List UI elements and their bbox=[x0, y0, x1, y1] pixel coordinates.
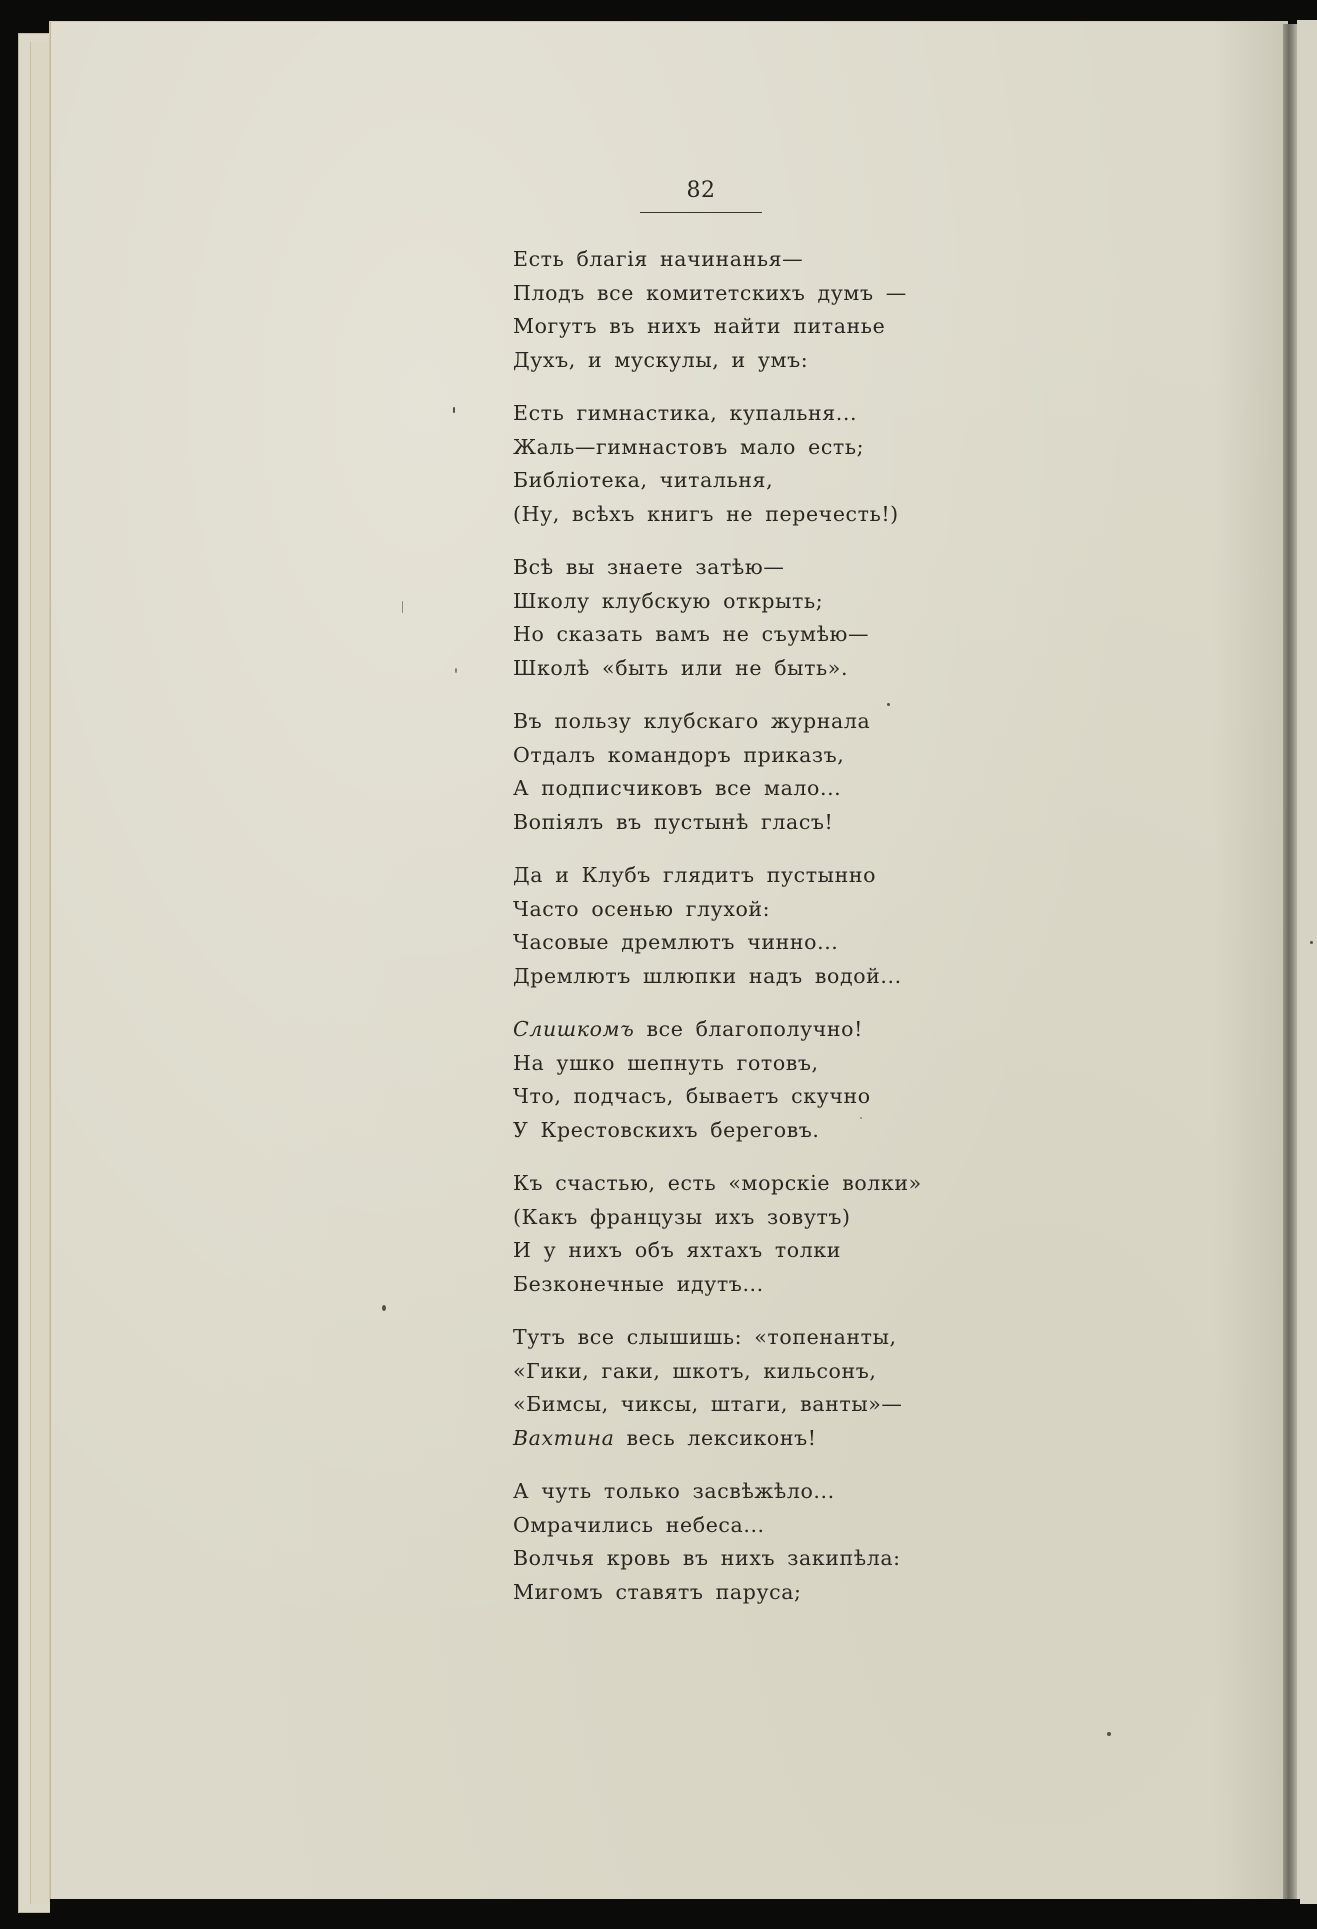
poem-text: Есть благія начинанья— bbox=[513, 247, 804, 271]
poem-line bbox=[513, 1355, 1073, 1389]
poem-line bbox=[513, 397, 1073, 431]
poem-emphasis: Слишкомъ bbox=[513, 1017, 635, 1041]
poem-line bbox=[513, 1201, 1073, 1235]
poem-text: Что, подчасъ, бываетъ скучно bbox=[513, 1084, 871, 1108]
poem-text: Въ пользу клубскаго журнала bbox=[513, 709, 871, 733]
poem-text: Къ счастью, есть «морскіе волки» bbox=[513, 1171, 922, 1195]
poem-line bbox=[513, 772, 1073, 806]
poem-line bbox=[513, 859, 1073, 893]
poem-line bbox=[513, 618, 1073, 652]
paper-speck bbox=[1310, 941, 1313, 944]
poem-body bbox=[513, 243, 1073, 1629]
poem-text: все благополучно! bbox=[634, 1017, 863, 1041]
poem-text: (Ну, всѣхъ книгъ не перечесть!) bbox=[513, 501, 899, 526]
poem-line bbox=[513, 498, 1073, 532]
poem-stanza bbox=[513, 551, 1073, 685]
poem-text: Жаль—гимнастовъ мало есть; bbox=[513, 434, 865, 459]
poem-text: «Гики, гаки, шкотъ, кильсонъ, bbox=[513, 1358, 877, 1383]
poem-text: Но сказать вамъ не съумѣю— bbox=[513, 622, 870, 646]
poem-stanza bbox=[513, 859, 1073, 993]
poem-line bbox=[513, 585, 1073, 619]
poem-text: У Крестовскихъ береговъ. bbox=[513, 1117, 820, 1142]
poem-emphasis: Вахтина bbox=[513, 1425, 615, 1450]
poem-text: «Бимсы, чиксы, штаги, ванты»— bbox=[513, 1392, 903, 1416]
poem-line bbox=[513, 893, 1073, 927]
poem-text: (Какъ французы ихъ зовутъ) bbox=[513, 1204, 851, 1229]
poem-text: А чуть только засвѣжѣло... bbox=[513, 1479, 835, 1503]
poem-line bbox=[513, 739, 1073, 773]
page-number-rule bbox=[640, 212, 762, 213]
poem-text: Есть гимнастика, купальня... bbox=[513, 401, 858, 425]
poem-text: Школу клубскую открыть; bbox=[513, 588, 824, 613]
poem-text: Волчья кровь въ нихъ закипѣла: bbox=[513, 1546, 901, 1570]
poem-line bbox=[513, 1268, 1073, 1302]
poem-text: А подписчиковъ все мало... bbox=[513, 776, 842, 800]
poem-line bbox=[513, 277, 1073, 311]
poem-line bbox=[513, 1388, 1073, 1422]
poem-text: Могутъ въ нихъ найти питанье bbox=[513, 314, 886, 338]
poem-text: Мигомъ ставятъ паруса; bbox=[513, 1579, 802, 1604]
paper-speck bbox=[860, 1117, 862, 1119]
poem-text: Часто осенью глухой: bbox=[513, 896, 771, 921]
poem-stanza bbox=[513, 1013, 1073, 1147]
poem-stanza bbox=[513, 243, 1073, 377]
paper-speck bbox=[382, 1305, 386, 1311]
paper-speck bbox=[453, 407, 455, 413]
poem-line bbox=[513, 464, 1073, 498]
poem-line bbox=[513, 551, 1073, 585]
bottom-background bbox=[50, 1899, 1300, 1929]
poem-text: Всѣ вы знаете затѣю— bbox=[513, 555, 785, 579]
poem-text: Часовые дремлютъ чинно... bbox=[513, 930, 839, 954]
poem-text: Омрачились небеса... bbox=[513, 1512, 765, 1537]
poem-text: На ушко шепнуть готовъ, bbox=[513, 1050, 819, 1075]
poem-text: Плодъ все комитетскихъ думъ — bbox=[513, 280, 907, 305]
poem-text: весь лексиконъ! bbox=[614, 1425, 817, 1450]
poem-stanza bbox=[513, 1475, 1073, 1609]
poem-line bbox=[513, 960, 1073, 994]
poem-line bbox=[513, 1114, 1073, 1148]
poem-line bbox=[513, 310, 1073, 344]
poem-line bbox=[513, 431, 1073, 465]
paper-speck bbox=[455, 668, 457, 673]
poem-text: Школѣ «быть или не быть». bbox=[513, 655, 849, 680]
poem-stanza bbox=[513, 397, 1073, 531]
poem-line bbox=[513, 705, 1073, 739]
poem-line bbox=[513, 1013, 1073, 1047]
poem-text: Безконечные идутъ... bbox=[513, 1271, 764, 1296]
poem-line bbox=[513, 1422, 1073, 1456]
poem-line bbox=[513, 926, 1073, 960]
poem-stanza bbox=[513, 1321, 1073, 1455]
next-page-edge bbox=[1297, 20, 1317, 1904]
poem-text: Дремлютъ шлюпки надъ водой... bbox=[513, 963, 902, 988]
poem-line bbox=[513, 1167, 1073, 1201]
page-number: 82 bbox=[686, 178, 716, 203]
poem-line bbox=[513, 1234, 1073, 1268]
book-binding bbox=[1283, 24, 1297, 1904]
poem-line bbox=[513, 1509, 1073, 1543]
poem-text: Тутъ все слышишь: «топенанты, bbox=[513, 1325, 897, 1349]
poem-text: Духъ, и мускулы, и умъ: bbox=[513, 347, 809, 372]
paper-speck bbox=[887, 703, 890, 706]
poem-line bbox=[513, 1542, 1073, 1576]
poem-line bbox=[513, 806, 1073, 840]
poem-text: Вопіялъ въ пустынѣ гласъ! bbox=[513, 809, 834, 834]
poem-line bbox=[513, 1475, 1073, 1509]
poem-text: Отдалъ командоръ приказъ, bbox=[513, 742, 845, 767]
poem-line bbox=[513, 243, 1073, 277]
poem-line bbox=[513, 344, 1073, 378]
poem-text: И у нихъ объ яхтахъ толки bbox=[513, 1238, 842, 1262]
poem-stanza bbox=[513, 705, 1073, 839]
poem-line bbox=[513, 1047, 1073, 1081]
poem-stanza bbox=[513, 1167, 1073, 1301]
poem-line bbox=[513, 1321, 1073, 1355]
poem-text: Библіотека, читальня, bbox=[513, 468, 774, 492]
paper-speck bbox=[402, 601, 403, 613]
poem-line bbox=[513, 1080, 1073, 1114]
poem-line bbox=[513, 1576, 1073, 1610]
poem-line bbox=[513, 652, 1073, 686]
poem-text: Да и Клубъ глядитъ пустынно bbox=[513, 863, 877, 887]
paper-speck bbox=[1107, 1732, 1111, 1736]
